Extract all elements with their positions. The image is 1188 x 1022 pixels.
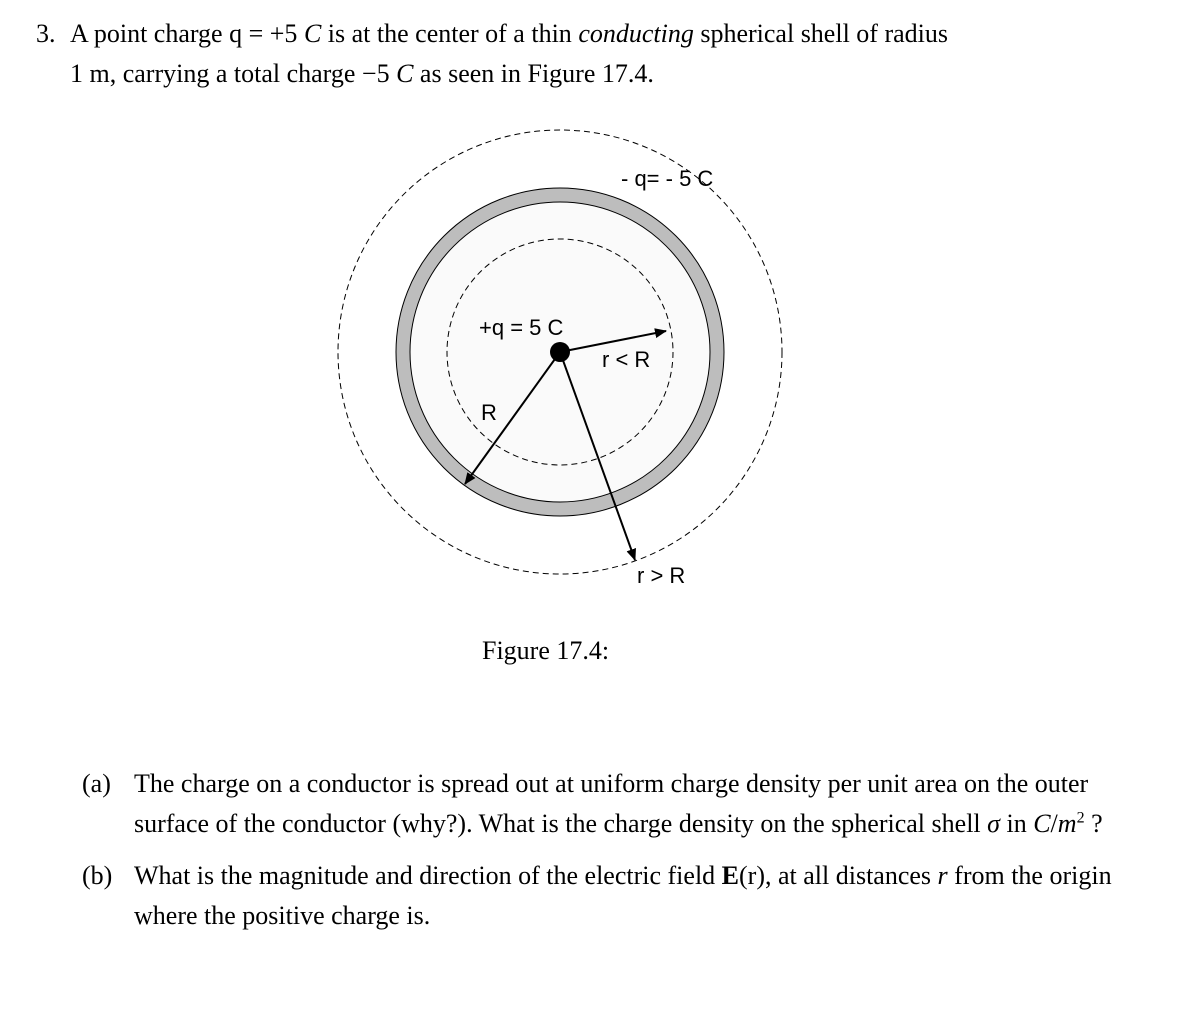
label-r-less-than-R: r < R (602, 347, 651, 372)
part-b-text: (r), at all distances (739, 861, 938, 890)
problem-text: 1 m, carrying a total charge −5 (70, 59, 397, 88)
figure-caption: Figure 17.4: (482, 636, 610, 665)
emphasis-conducting: conducting (578, 19, 694, 48)
problem-text: as seen in Figure 17.4. (413, 59, 654, 88)
part-a-text: ? (1084, 809, 1103, 838)
part-b-tag: (b) (82, 861, 113, 890)
part-a-text: The charge on a conductor is spread out at uniform charge density per unit area on the outer surface of the conductor (why?). What is the charge density on the spherical shell (134, 769, 1089, 838)
symbol-electric-field: E (721, 861, 740, 890)
unit-coulomb: C (396, 59, 414, 88)
label-point-charge: +q = 5 C (479, 315, 564, 340)
label-r-greater-than-R: r > R (637, 563, 686, 588)
part-b-text: from the origin where the positive charge is. (134, 861, 1112, 930)
problem-number: 3. (36, 19, 56, 48)
symbol-sigma: σ (987, 809, 1000, 838)
part-a-text: in (999, 809, 1034, 838)
unit-meter: m (1057, 809, 1077, 838)
part-a (82, 764, 1132, 844)
part-a-tag: (a) (82, 769, 111, 798)
problem-text: A point charge q = +5 (70, 19, 304, 48)
point-charge (550, 342, 570, 362)
part-b (82, 856, 1132, 936)
problem-text: is at the center of a thin (321, 19, 579, 48)
question-parts (82, 764, 1132, 948)
unit-exponent: 2 (1076, 809, 1085, 827)
unit-coulomb: C (1033, 809, 1051, 838)
unit-coulomb: C (303, 19, 322, 48)
part-b-text: What is the magnitude and direction of the electric field (134, 861, 722, 890)
label-radius-R: R (481, 400, 497, 425)
label-shell-charge: - q= - 5 C (621, 166, 714, 191)
problem-text: spherical shell of radius (693, 19, 948, 48)
unit-slash: / (1050, 809, 1058, 838)
symbol-r: r (937, 861, 948, 890)
